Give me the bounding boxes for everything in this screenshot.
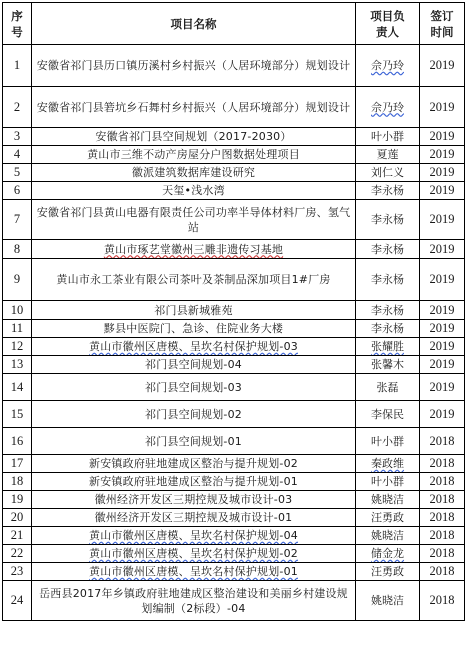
sign-year: 2019 [420, 240, 465, 259]
table-row [3, 45, 465, 87]
row-number: 22 [3, 545, 32, 563]
project-name [32, 338, 356, 356]
project-leader [356, 509, 420, 527]
project-name-text: 岳西县2017年乡镇政府驻地建成区整治建设和美丽乡村建设规划编制（2标段）-04 [39, 586, 348, 615]
project-name-text: 祁门县空间规划-01 [145, 434, 242, 448]
table-row [3, 240, 465, 259]
row-number: 10 [3, 301, 32, 320]
row-number: 5 [3, 164, 32, 182]
project-name [32, 200, 356, 240]
project-leader [356, 428, 420, 455]
project-name-text: 徽派建筑数据库建设研究 [131, 166, 256, 179]
project-name-text: 祁门县新城雅苑 [154, 303, 233, 317]
sign-year: 2018 [420, 545, 465, 563]
sign-year: 2018 [420, 455, 465, 473]
header-name: 项目名称 [32, 3, 356, 45]
sign-year: 2018 [420, 428, 465, 455]
project-name-text: 新安镇政府驻地建成区整治与提升规划-01 [89, 475, 298, 488]
table-row [3, 473, 465, 491]
project-name-text: 祁门县空间规划-04 [145, 358, 242, 371]
project-leader [356, 182, 420, 200]
table-row [3, 509, 465, 527]
project-name [32, 320, 356, 338]
project-leader-text: 叶小群 [371, 475, 404, 488]
table-row [3, 401, 465, 428]
table-row [3, 320, 465, 338]
project-name-text: 安徽省祁门县历口镇历溪村乡村振兴（人居环境部分）规划设计 [36, 59, 351, 72]
project-leader-text: 佘乃玲 [371, 100, 404, 114]
project-name [32, 146, 356, 164]
project-name [32, 374, 356, 401]
project-leader [356, 301, 420, 320]
table-row [3, 259, 465, 301]
project-leader-text: 李永杨 [371, 273, 404, 286]
project-name-text: 祁门县空间规划-02 [145, 407, 242, 421]
table-row [3, 146, 465, 164]
table-row [3, 455, 465, 473]
project-leader [356, 240, 420, 259]
table-row [3, 200, 465, 240]
project-leader [356, 401, 420, 428]
table-row [3, 563, 465, 581]
project-leader-text: 李永杨 [371, 303, 404, 317]
project-name-text: 安徽省祁门县箬坑乡石舞村乡村振兴（人居环境部分）规划设计 [36, 100, 351, 114]
table-body [3, 45, 465, 621]
project-leader-text: 姚晓洁 [371, 594, 404, 607]
project-leader [356, 338, 420, 356]
project-leader-text: 秦政维 [371, 457, 404, 470]
sign-year: 2019 [420, 356, 465, 374]
project-leader-text: 储金龙 [371, 547, 404, 560]
project-name-text: 徽州经济开发区三期控规及城市设计-01 [94, 511, 293, 524]
row-number: 9 [3, 259, 32, 301]
row-number: 2 [3, 87, 32, 128]
sign-year: 2019 [420, 164, 465, 182]
header-person: 项目负责人 [356, 3, 420, 45]
project-leader-text: 李永杨 [371, 184, 404, 197]
project-leader-text: 夏莲 [376, 148, 399, 161]
sign-year: 2018 [420, 491, 465, 509]
table-row [3, 182, 465, 200]
project-name [32, 581, 356, 621]
row-number: 23 [3, 563, 32, 581]
project-name-text: 黄山市徽州区唐模、呈坎名村保护规划-04 [89, 529, 298, 542]
sign-year: 2019 [420, 320, 465, 338]
row-number: 21 [3, 527, 32, 545]
table-row [3, 527, 465, 545]
project-leader-text: 李永杨 [371, 213, 404, 226]
row-number: 4 [3, 146, 32, 164]
table-row [3, 374, 465, 401]
row-number: 15 [3, 401, 32, 428]
project-leader [356, 491, 420, 509]
project-name-text: 黄山市永工茶业有限公司茶叶及茶制品深加项目1#厂房 [56, 273, 331, 286]
project-leader-text: 刘仁义 [371, 166, 404, 179]
project-name-text: 黄山市徽州区唐模、呈坎名村保护规划-01 [89, 565, 298, 578]
project-name [32, 128, 356, 146]
project-leader-text: 张磊 [376, 380, 399, 394]
row-number: 11 [3, 320, 32, 338]
project-name-text: 黄山市琢艺堂徽州三雕非遗传习基地 [103, 242, 284, 256]
project-leader [356, 259, 420, 301]
project-leader-text: 李永杨 [371, 242, 404, 256]
sign-year: 2018 [420, 473, 465, 491]
project-leader-text: 叶小群 [371, 434, 404, 448]
project-name-text: 黄山市三维不动产房屋分户图数据处理项目 [87, 148, 300, 161]
sign-year: 2019 [420, 374, 465, 401]
table-row [3, 545, 465, 563]
sign-year: 2019 [420, 259, 465, 301]
row-number: 17 [3, 455, 32, 473]
project-name [32, 87, 356, 128]
table-row [3, 128, 465, 146]
project-name-text: 天玺•浅水湾 [162, 184, 225, 197]
project-name [32, 545, 356, 563]
project-leader [356, 455, 420, 473]
project-leader [356, 200, 420, 240]
sign-year: 2019 [420, 87, 465, 128]
sign-year: 2019 [420, 301, 465, 320]
sign-year: 2019 [420, 45, 465, 87]
project-name [32, 491, 356, 509]
project-leader [356, 581, 420, 621]
project-leader-text: 李永杨 [371, 322, 404, 335]
table-row [3, 338, 465, 356]
row-number: 20 [3, 509, 32, 527]
project-name-text: 祁门县空间规划-03 [145, 380, 242, 394]
project-name-text: 徽州经济开发区三期控规及城市设计-03 [94, 493, 293, 506]
project-name [32, 509, 356, 527]
project-leader [356, 356, 420, 374]
sign-year: 2018 [420, 527, 465, 545]
row-number: 8 [3, 240, 32, 259]
project-leader-text: 佘乃玲 [371, 59, 404, 72]
project-leader [356, 374, 420, 401]
table-row [3, 356, 465, 374]
project-name [32, 240, 356, 259]
project-leader [356, 527, 420, 545]
row-number: 7 [3, 200, 32, 240]
sign-year: 2019 [420, 182, 465, 200]
sign-year: 2019 [420, 401, 465, 428]
project-leader-text: 汪勇政 [371, 565, 404, 578]
table-row [3, 301, 465, 320]
project-leader [356, 128, 420, 146]
project-name [32, 164, 356, 182]
project-leader [356, 320, 420, 338]
project-name [32, 563, 356, 581]
project-leader [356, 473, 420, 491]
sign-year: 2019 [420, 146, 465, 164]
project-name-text: 黄山市徽州区唐模、呈坎名村保护规划-03 [89, 340, 298, 353]
project-name [32, 259, 356, 301]
table-header-row [3, 3, 465, 45]
project-name [32, 428, 356, 455]
project-leader-text: 李保民 [371, 407, 404, 421]
row-number: 12 [3, 338, 32, 356]
project-leader-text: 姚晓洁 [371, 529, 404, 542]
row-number: 6 [3, 182, 32, 200]
project-name [32, 182, 356, 200]
table-row [3, 87, 465, 128]
project-name-text: 新安镇政府驻地建成区整治与提升规划-02 [89, 457, 298, 470]
sign-year: 2019 [420, 338, 465, 356]
sign-year: 2019 [420, 128, 465, 146]
project-name-text: 黟县中医院门、急诊、住院业务大楼 [103, 322, 284, 335]
row-number: 13 [3, 356, 32, 374]
table-row [3, 491, 465, 509]
project-name-text: 黄山市徽州区唐模、呈坎名村保护规划-02 [89, 547, 298, 560]
row-number: 19 [3, 491, 32, 509]
sign-year: 2018 [420, 509, 465, 527]
project-name [32, 356, 356, 374]
project-leader-text: 叶小群 [371, 130, 404, 143]
sign-year: 2018 [420, 581, 465, 621]
sign-year: 2018 [420, 563, 465, 581]
project-leader-text: 姚晓洁 [371, 493, 404, 506]
project-name [32, 527, 356, 545]
project-table [2, 2, 465, 621]
row-number: 16 [3, 428, 32, 455]
project-name [32, 401, 356, 428]
project-leader [356, 87, 420, 128]
project-leader-text: 张耀胜 [371, 340, 404, 353]
table-row [3, 428, 465, 455]
header-year: 签订时间 [420, 3, 465, 45]
project-name-text: 安徽省祁门县空间规划（2017-2030） [95, 130, 292, 143]
row-number: 14 [3, 374, 32, 401]
sign-year: 2019 [420, 200, 465, 240]
project-leader [356, 146, 420, 164]
project-leader-text: 汪勇政 [371, 511, 404, 524]
row-number: 3 [3, 128, 32, 146]
table-row [3, 164, 465, 182]
table-row [3, 581, 465, 621]
project-name [32, 455, 356, 473]
row-number: 18 [3, 473, 32, 491]
project-name [32, 45, 356, 87]
row-number: 24 [3, 581, 32, 621]
header-num: 序号 [3, 3, 32, 45]
project-name-text: 安徽省祁门县黄山电器有限责任公司功率半导体材料厂房、氢气站 [36, 205, 351, 234]
project-leader [356, 45, 420, 87]
project-leader [356, 164, 420, 182]
project-leader-text: 张馨木 [371, 358, 404, 371]
project-name [32, 473, 356, 491]
row-number: 1 [3, 45, 32, 87]
project-table-container [2, 2, 465, 621]
project-leader [356, 563, 420, 581]
project-leader [356, 545, 420, 563]
project-name [32, 301, 356, 320]
